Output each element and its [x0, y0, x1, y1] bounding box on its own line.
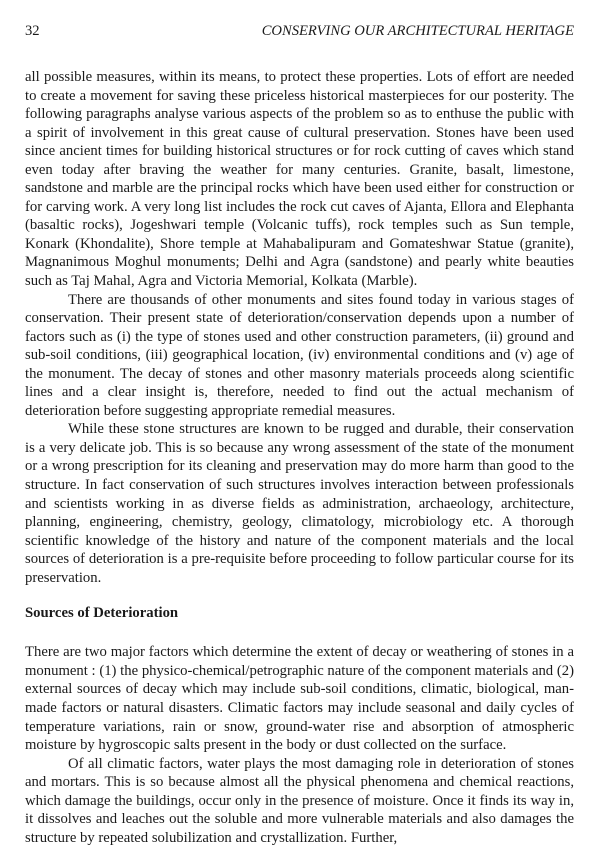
- paragraph-conservation-delicacy: While these stone structures are known to be rugged and durable, their conservation is a very delicate job. This is so because any wrong assessment of the state of the monument or a wrong prescription for its cleaning and preservation may do more harm than good to the structure. In fact conservation of such structures involves interaction between professionals and scientists working in as diverse fields as administration, archaeology, architecture, planning, engineering, chemistry, geology, climatology, microbiology etc. A thorough scientific knowledge of the history and nature of the component materials and the local sources of deterioration is a pre-requisite before proceeding to follow particular course for its preservation.: [25, 421, 574, 586]
- running-title: CONSERVING OUR ARCHITECTURAL HERITAGE: [261, 23, 574, 39]
- section-heading: Sources of Deterioration: [25, 605, 179, 622]
- paragraph-major-factors: There are two major factors which determine the extent of decay or weathering of stones in a monument : (1) the physico-chemical/petrographic nature of the component materials and (2) external sources of decay which may include sub-soil conditions, climatic, biological, man-made factors or natural disasters. Climatic factors may include seasonal and daily cycles of temperature variations, rain or snow, ground-water rise and absorption of atmospheric moisture by hygroscopic salts present in the body or dust collected on the surface.: [25, 644, 574, 754]
- page-number: 32: [25, 23, 40, 39]
- running-header: [25, 22, 574, 40]
- book-page: [25, 22, 574, 847]
- body-text: [25, 68, 574, 847]
- paragraph-conservation-state: There are thousands of other monuments and sites found today in various stages of conservation. Their present state of deterioration/conservation depends upon a number of factors such as (i) the type of stones used and other construction parameters, (ii) ground and sub-soil conditions, (iii) geographical location, (iv) environmental conditions and (v) age of the monument. The decay of stones and other masonry materials proceeds along scientific lines and a clear insight is, therefore, needed to find out the actual mechanism of deterioration before suggesting appropriate remedial measures.: [25, 291, 574, 419]
- paragraph-continued: all possible measures, within its means, to protect these properties. Lots of effort are needed to create a movement for saving these priceless historical masterpieces for our posterity. The following paragraphs analyse various aspects of the problem so as to enthuse the public with a spirit of involvement in this great cause of cultural preservation. Stones have been used since ancient times for building historical structures or for rock cutting of caves which stand even today after braving the weather for many centuries. Granite, basalt, limestone, sandstone and marble are the principal rocks which have been used either for construction or for carving work. A very long list includes the rock cut caves of Ajanta, Ellora and Elephanta (basaltic rocks), Jogeshwari temple (Volcanic tuffs), rock temples such as Sun temple, Konark (Khondalite), Shore temple at Mahabalipuram and Gomateshwar Statue (granite), Magnanimous Moghul monuments; Delhi and Agra (sandstone) and pearly white beauties such as Taj Mahal, Agra and Victoria Memorial, Kolkata (Marble).: [25, 69, 574, 290]
- paragraph-water-role: Of all climatic factors, water plays the most damaging role in deterioration of stones and mortars. This is so because almost all the physical phenomena and chemical reactions, which damage the buildings, occur only in the presence of moisture. Once it finds its way in, it dissolves and leaches out the soluble and more vulnerable materials and also damages the structure by repeated solubilization and crystallization. Further,: [25, 755, 574, 846]
